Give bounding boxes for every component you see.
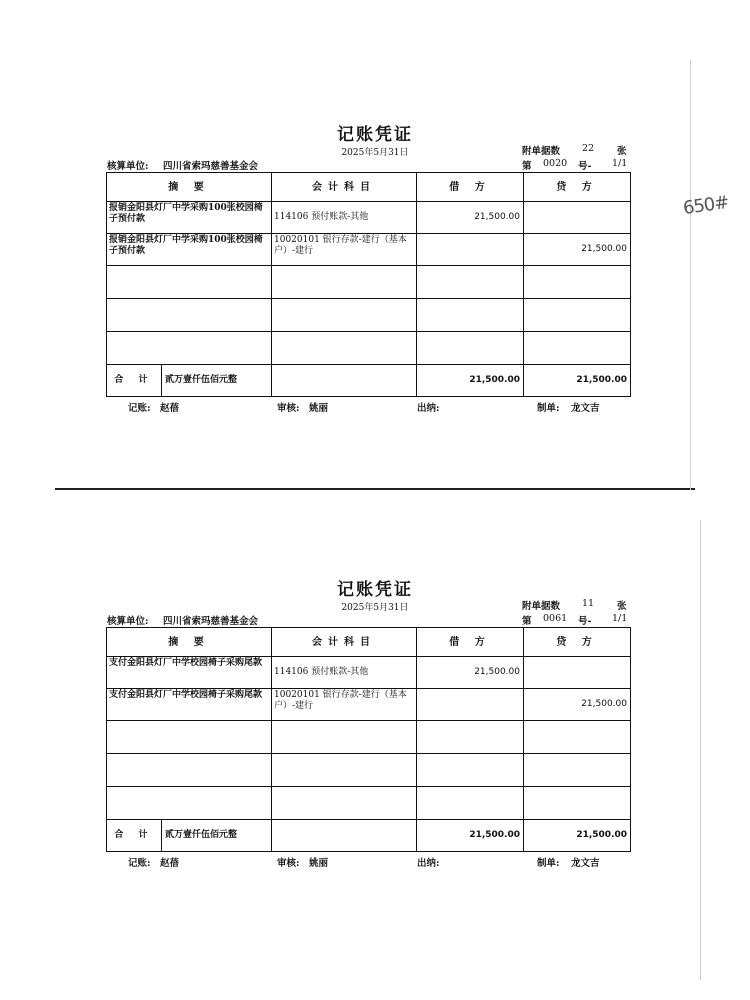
total-words: 贰万壹仟伍佰元整 [165,830,238,840]
row-account: 10020101 银行存款-建行（基本户）-建行 [272,234,417,266]
total-credit: 21,500.00 [524,365,631,397]
row-account [272,754,417,787]
row-summary: 报销金阳县灯厂中学采购100张校园椅子预付款 [107,234,272,266]
total-credit: 21,500.00 [524,820,631,852]
unit-label: 核算单位: [107,616,149,627]
row-summary: 支付金阳县灯厂中学校园椅子采购尾款 [107,689,272,721]
voucher-table [106,627,631,852]
row-account [272,721,417,754]
table-row [107,657,631,689]
table-row [107,787,631,820]
row-credit: 21,500.00 [524,234,631,266]
row-summary: 报销金阳县灯厂中学采购100张校园椅子预付款 [107,202,272,234]
reviewer-label: 审核: [277,858,300,869]
attachments-unit: 张 [617,601,627,612]
row-account: 114106 预付账款-其他 [272,657,417,689]
header-summary: 摘 要 [107,628,272,657]
row-debit [417,754,524,787]
row-debit [417,721,524,754]
row-credit [524,657,631,689]
voucher-number-label: 第 [522,616,532,627]
row-credit [524,721,631,754]
row-summary [107,754,272,787]
table-row [107,689,631,721]
voucher-title: 记账凭证 [337,580,413,600]
attachments-label: 附单据数 [522,146,561,157]
total-debit: 21,500.00 [417,365,524,397]
header-summary: 摘 要 [107,173,272,202]
row-credit: 21,500.00 [524,689,631,721]
row-credit [524,787,631,820]
preparer-name: 龙文吉 [571,403,600,414]
total-row [107,820,631,852]
bookkeeper-name: 赵蓓 [160,403,180,414]
unit-name: 四川省索玛慈善基金会 [163,161,259,172]
header-debit: 借 方 [417,628,524,657]
row-summary: 支付金阳县灯厂中学校园椅子采购尾款 [107,657,272,689]
voucher-page: 1/1 [612,158,628,169]
cashier-label: 出纳: [417,858,440,869]
preparer-name: 龙文吉 [571,858,600,869]
total-words: 贰万壹仟伍佰元整 [165,375,238,385]
voucher-title: 记账凭证 [337,125,413,145]
preparer-label: 制单: [537,403,560,414]
header-debit: 借 方 [417,173,524,202]
total-label: 合 计 [107,365,162,396]
row-credit [524,754,631,787]
unit-label: 核算单位: [107,161,149,172]
header-account: 会计科目 [272,628,417,657]
table-row [107,721,631,754]
attachments-label: 附单据数 [522,601,561,612]
header-credit: 贷 方 [524,173,631,202]
cashier-label: 出纳: [417,403,440,414]
row-debit [417,689,524,721]
unit-name: 四川省索玛慈善基金会 [163,616,259,627]
voucher-number-suffix: 号- [578,161,592,172]
voucher-page: 1/1 [612,613,628,624]
header-account: 会计科目 [272,173,417,202]
voucher-date: 2025年5月31日 [341,148,409,158]
row-account: 10020101 银行存款-建行（基本户）-建行 [272,689,417,721]
handwritten-note: 650# [681,191,730,220]
bookkeeper-label: 记账: [128,403,151,414]
bookkeeper-name: 赵蓓 [160,858,180,869]
voucher-date: 2025年5月31日 [341,603,409,613]
voucher-number-label: 第 [522,161,532,172]
preparer-label: 制单: [537,858,560,869]
row-debit: 21,500.00 [417,657,524,689]
attachments-count: 22 [582,143,595,154]
voucher-number: 0061 [543,613,568,624]
table-row [107,754,631,787]
row-summary [107,721,272,754]
row-debit: 21,500.00 [417,202,524,234]
row-summary [107,787,272,820]
total-debit: 21,500.00 [417,820,524,852]
voucher-number: 0020 [543,158,568,169]
reviewer-name: 姚丽 [309,403,329,414]
row-debit [417,787,524,820]
row-account: 114106 预付账款-其他 [272,202,417,234]
reviewer-label: 审核: [277,403,300,414]
attachments-unit: 张 [617,146,627,157]
attachments-count: 11 [582,598,595,609]
header-credit: 贷 方 [524,628,631,657]
row-account [272,787,417,820]
voucher-number-suffix: 号- [578,616,592,627]
total-label: 合 计 [107,820,162,851]
bookkeeper-label: 记账: [128,858,151,869]
reviewer-name: 姚丽 [309,858,329,869]
